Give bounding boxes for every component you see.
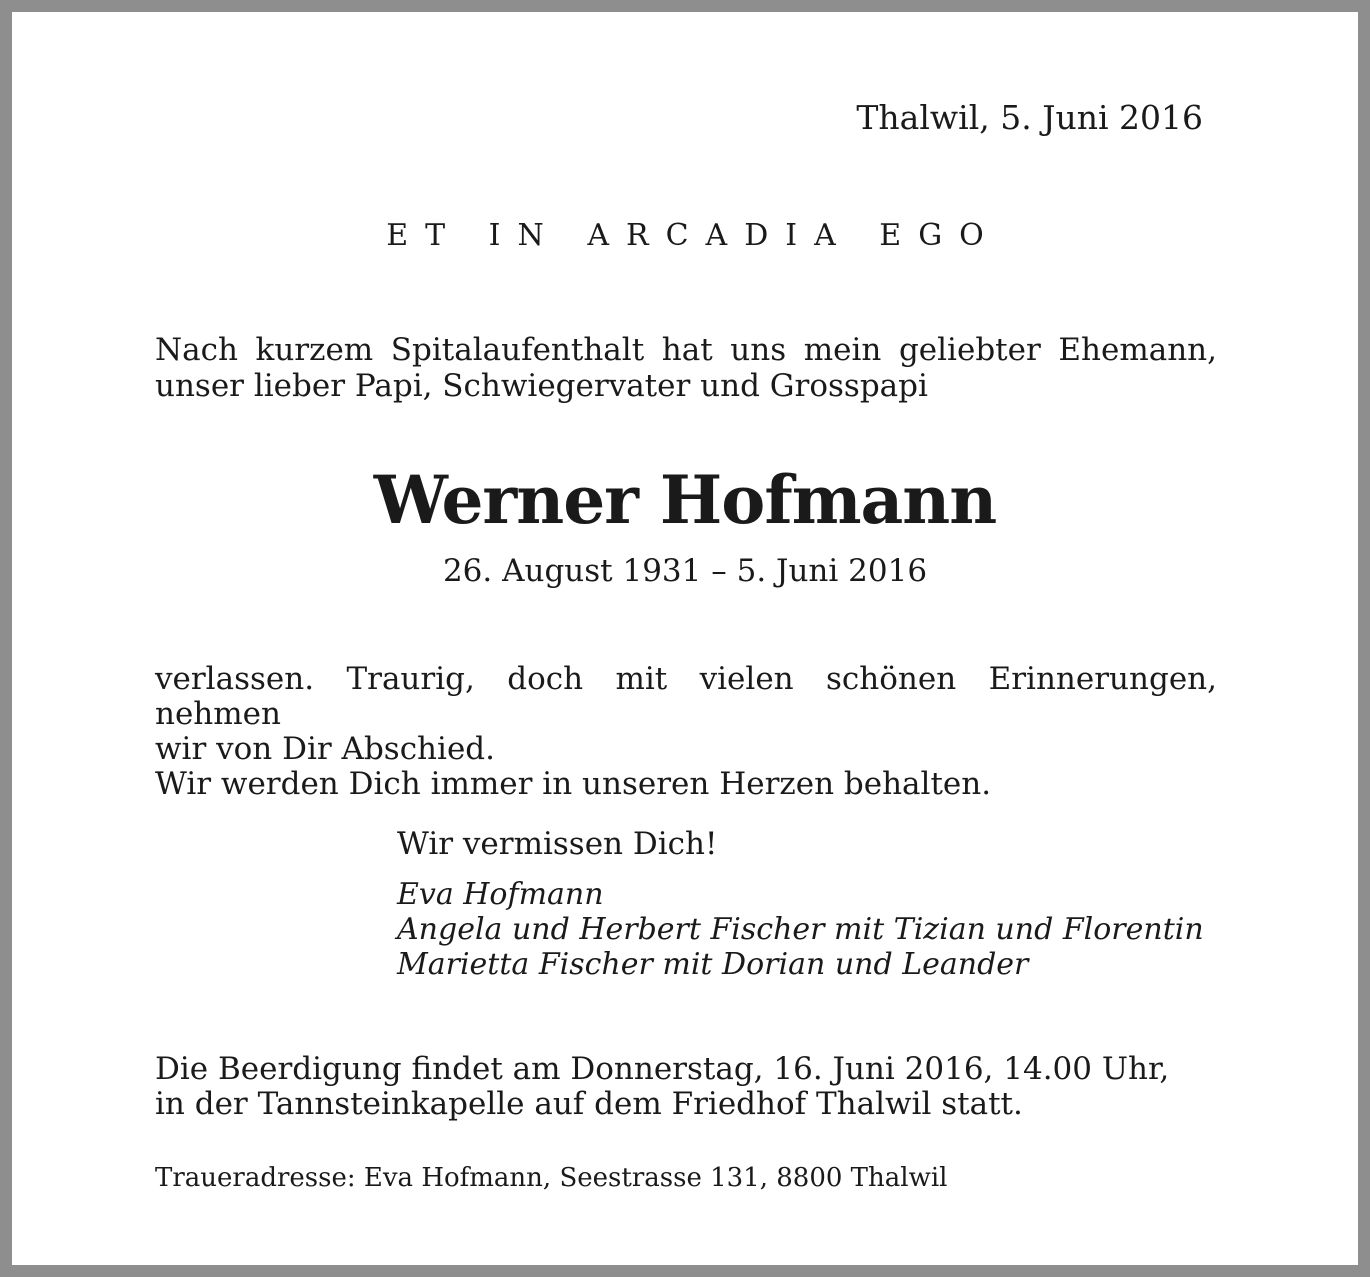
farewell-line: wir von Dir Abschied. <box>155 731 495 767</box>
obituary-notice <box>12 12 1358 1265</box>
place-date: Thalwil, 5. Juni 2016 <box>856 98 1203 137</box>
signer-name: Angela und Herbert Fischer mit Tizian und Florentin <box>397 912 1204 947</box>
funeral-line: Die Beerdigung findet am Donnerstag, 16. Juni 2016, 14.00 Uhr, <box>155 1051 1170 1087</box>
deceased-name: Werner Hofmann <box>373 461 997 539</box>
farewell-line: Wir werden Dich immer in unseren Herzen behalten. <box>155 766 992 802</box>
farewell-text <box>155 662 1217 802</box>
intro-text <box>155 332 1217 404</box>
lifespan-dates: 26. August 1931 – 5. Juni 2016 <box>442 553 928 589</box>
signers-list <box>397 877 1204 982</box>
funeral-line: in der Tannsteinkapelle auf dem Friedhof Thalwil statt. <box>155 1086 1023 1122</box>
motto: ET IN ARCADIA EGO <box>386 218 1001 253</box>
farewell-line: verlassen. Traurig, doch mit vielen schönen Erinnerungen, nehmen <box>155 661 1217 732</box>
signer-name: Eva Hofmann <box>397 877 604 912</box>
signer-name: Marietta Fischer mit Dorian und Leander <box>397 947 1029 982</box>
mourning-address: Traueradresse: Eva Hofmann, Seestrasse 131, 8800 Thalwil <box>155 1163 948 1193</box>
miss-you-text: Wir vermissen Dich! <box>397 826 718 862</box>
funeral-info <box>155 1052 1169 1122</box>
intro-line: Nach kurzem Spitalaufenthalt hat uns mein geliebter Ehemann, <box>155 332 1217 368</box>
intro-line: unser lieber Papi, Schwiegervater und Grosspapi <box>155 368 928 404</box>
